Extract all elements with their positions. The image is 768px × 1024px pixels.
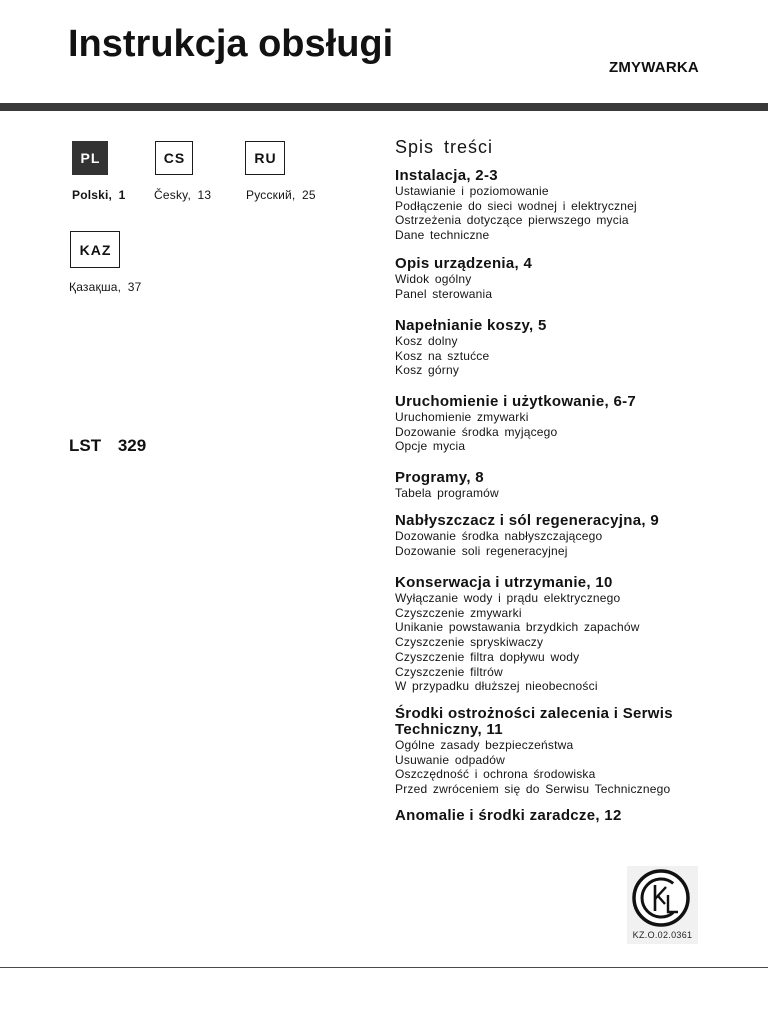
toc-subitem: Widok ogólny	[395, 272, 472, 286]
toc-subitem: Unikanie powstawania brzydkich zapachów	[395, 620, 640, 635]
kz-conformity-mark-icon	[627, 866, 698, 930]
toc-subitem: Tabela programów	[395, 486, 499, 500]
toc-subitems	[395, 738, 715, 797]
toc-subitem: Dozowanie soli regeneracyjnej	[395, 543, 568, 558]
toc-section-heading: Konserwacja i utrzymanie, 10	[395, 574, 613, 591]
toc-subitem: Usuwanie odpadów	[395, 752, 505, 767]
language-label-kaz: Қазақша, 37	[69, 280, 142, 294]
language-code-ru: RU	[254, 150, 277, 166]
toc-section-care-and-maintenance	[395, 575, 715, 694]
toc-subitem: Kosz dolny	[395, 334, 458, 348]
toc-section-precautions-and-service	[395, 706, 715, 797]
language-box-pl	[72, 141, 108, 175]
toc-subitem: Opcje mycia	[395, 439, 466, 454]
toc-subitem: Uruchomienie zmywarki	[395, 410, 529, 424]
toc-subitems	[395, 410, 715, 454]
certification-block	[627, 866, 698, 944]
product-category: ZMYWARKA	[609, 59, 699, 76]
toc-section-heading: Napełnianie koszy, 5	[395, 317, 547, 334]
toc-subitem: Dane techniczne	[395, 228, 490, 243]
toc-subitem: Kosz górny	[395, 363, 460, 378]
toc-subitem: Przed zwróceniem się do Serwisu Technicznego	[395, 782, 671, 797]
toc-section-heading: Anomalie i środki zaradcze, 12	[395, 807, 622, 824]
language-code-cs: CS	[163, 150, 186, 166]
toc-section-appliance-description	[395, 256, 715, 301]
language-code-kaz: KAZ	[79, 241, 112, 258]
toc-section-heading: Uruchomienie i użytkowanie, 6-7	[395, 393, 637, 410]
toc-section-heading: Programy, 8	[395, 469, 484, 486]
certification-code: KZ.O.02.0361	[632, 930, 693, 940]
toc-subitem: Czyszczenie zmywarki	[395, 605, 522, 620]
toc-section-heading: Instalacja, 2-3	[395, 167, 498, 184]
toc-section-troubleshooting	[395, 808, 715, 824]
toc-subitems	[395, 334, 715, 378]
toc-subitems	[395, 486, 715, 501]
language-label-pl: Polski, 1	[72, 188, 126, 202]
toc-subitem: Dozowanie środka nabłyszczającego	[395, 529, 603, 543]
toc-subitem: Wyłączanie wody i prądu elektrycznego	[395, 591, 621, 605]
toc-section-heading: Opis urządzenia, 4	[395, 255, 533, 272]
toc-subitem: Czyszczenie filtra dopływu wody	[395, 649, 580, 664]
toc-subitem: Ustawianie i poziomowanie	[395, 184, 549, 198]
language-label-ru: Русский, 25	[246, 188, 316, 202]
toc-title: Spis treści	[395, 137, 494, 157]
toc-subitem: Czyszczenie filtrów	[395, 664, 503, 679]
toc-section-installation	[395, 168, 715, 243]
toc-subitems	[395, 272, 715, 301]
toc-subitem: Podłączenie do sieci wodnej i elektrycznej	[395, 198, 637, 213]
language-box-kaz	[70, 231, 120, 268]
document-title: Instrukcja obsługi	[68, 23, 394, 65]
toc-section-heading: Środki ostrożności zalecenia i Serwis Techniczny, 11	[395, 705, 673, 738]
toc-subitem: W przypadku dłuższej nieobecności	[395, 679, 598, 694]
toc-subitem: Ostrzeżenia dotyczące pierwszego mycia	[395, 213, 629, 228]
toc-section-programmes	[395, 470, 715, 501]
toc-subitem: Kosz na sztućce	[395, 348, 490, 363]
toc-subitems	[395, 184, 715, 243]
toc-section-rinse-aid-and-salt	[395, 513, 715, 558]
toc-subitems	[395, 591, 715, 694]
footer-rule	[0, 967, 768, 968]
language-code-pl: PL	[80, 150, 101, 166]
header-bar	[0, 103, 768, 111]
toc-subitem: Czyszczenie spryskiwaczy	[395, 635, 544, 650]
toc-subitem: Dozowanie środka myjącego	[395, 424, 558, 439]
toc-subitem: Oszczędność i ochrona środowiska	[395, 767, 596, 782]
language-label-cs: Česky, 13	[154, 188, 212, 202]
toc-section-loading-racks	[395, 318, 715, 378]
toc-subitems	[395, 529, 715, 558]
toc-subitem: Ogólne zasady bezpieczeństwa	[395, 738, 574, 752]
language-box-ru	[245, 141, 285, 175]
toc-subitem: Panel sterowania	[395, 286, 493, 301]
language-box-cs	[155, 141, 193, 175]
toc-section-heading: Nabłyszczacz i sól regeneracyjna, 9	[395, 512, 659, 529]
toc-section-start-up-and-use	[395, 394, 715, 454]
model-number: LST 329	[69, 436, 147, 455]
